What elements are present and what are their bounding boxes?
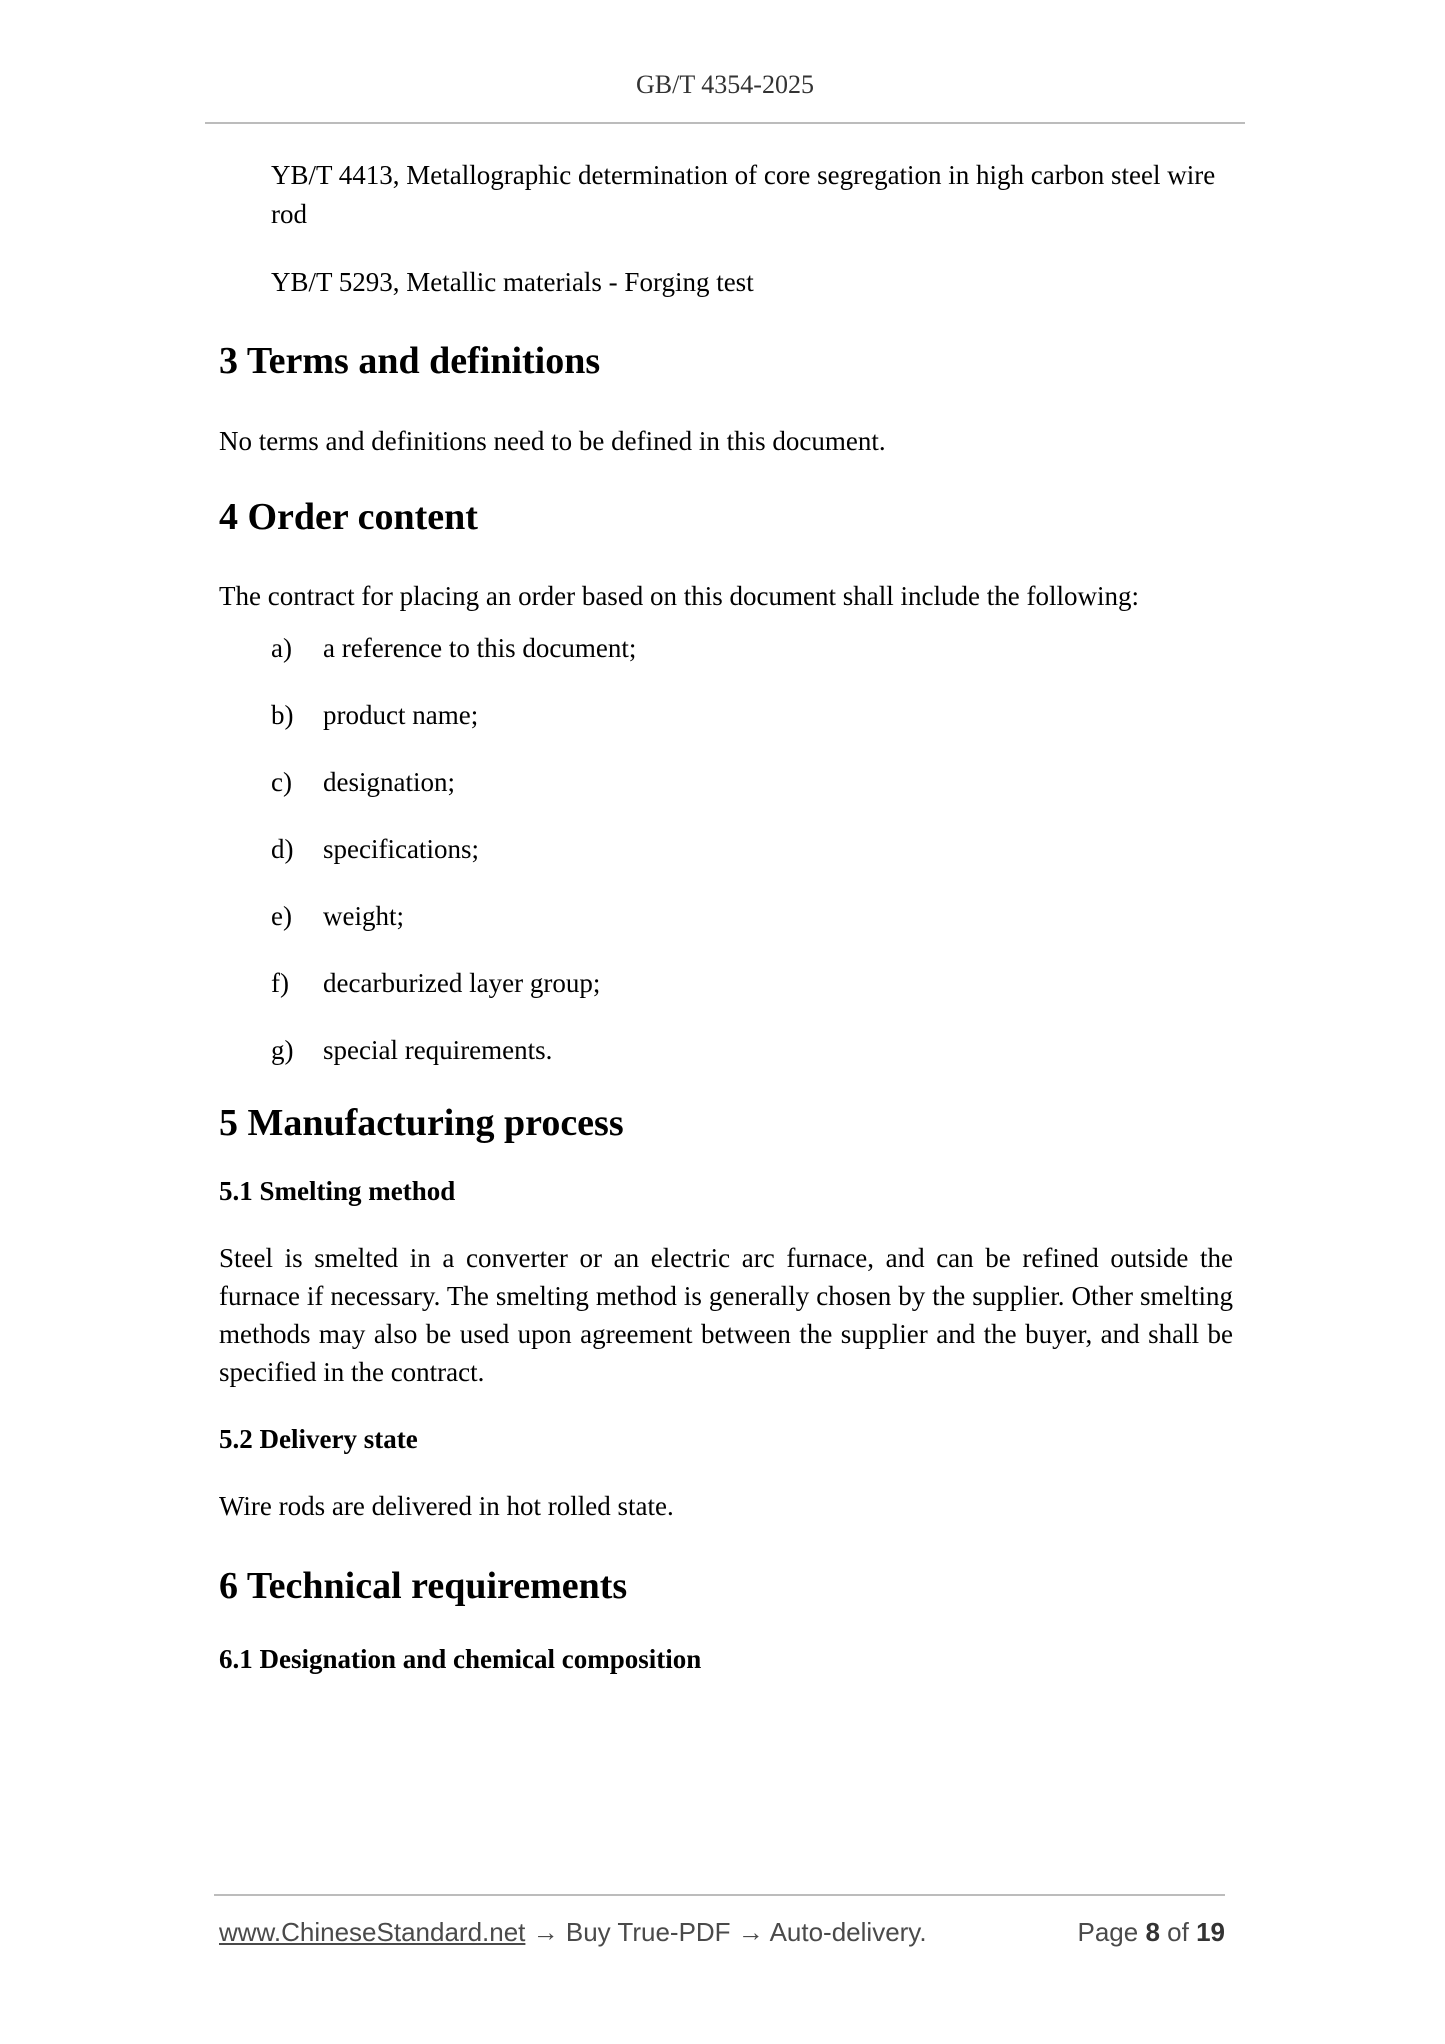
page-current: 8 (1145, 1917, 1160, 1947)
list-item-letter: c) (271, 767, 292, 797)
section-heading: 4 Order content (219, 496, 478, 538)
list-item-letter: b) (271, 700, 294, 730)
page-label: Page (1077, 1917, 1139, 1947)
list-item (271, 1031, 1233, 1069)
document-body (219, 156, 1233, 1678)
website-link[interactable]: www.ChineseStandard.net (219, 1917, 526, 1947)
header-divider (205, 122, 1245, 124)
list-item (271, 763, 1233, 801)
list-item-letter: d) (271, 834, 294, 864)
reference-entry: YB/T 5293, Metallic materials - Forging test (271, 267, 754, 297)
list-item-text: weight; (323, 901, 404, 931)
list-item-letter: a) (271, 633, 292, 663)
list-item-letter: g) (271, 1035, 294, 1065)
page-of: of (1167, 1917, 1189, 1947)
list-item (271, 897, 1233, 935)
footer-promo (219, 1914, 927, 1950)
list-item (271, 696, 1233, 734)
list-item-text: specifications; (323, 834, 479, 864)
page-number (1077, 1914, 1225, 1950)
subsection-heading: 6.1 Designation and chemical composition (219, 1644, 702, 1674)
list-item-text: special requirements. (323, 1035, 553, 1065)
footer-tagline: → Buy True-PDF → Auto-delivery. (525, 1917, 927, 1947)
section-heading: 6 Technical requirements (219, 1565, 628, 1607)
paragraph: The contract for placing an order based on this document shall include the following: (219, 581, 1139, 611)
list-item-letter: e) (271, 901, 292, 931)
list-item-text: a reference to this document; (323, 633, 637, 663)
list-item-text: designation; (323, 767, 455, 797)
subsection-heading: 5.1 Smelting method (219, 1176, 456, 1206)
list-item-text: decarburized layer group; (323, 968, 601, 998)
list-item (271, 964, 1233, 1002)
list-item-letter: f) (271, 968, 289, 998)
paragraph: No terms and definitions need to be defined in this document. (219, 426, 886, 456)
subsection-heading: 5.2 Delivery state (219, 1424, 418, 1454)
list-item-text: product name; (323, 700, 479, 730)
paragraph: Steel is smelted in a converter or an electric arc furnace, and can be refined outside the furnace if necessary. The smelting method is generally chosen by the supplier. Other smelting methods may also be used upon agreement between the supplier and the buyer, and shall be specified in the contract. (219, 1243, 1233, 1387)
reference-entry: YB/T 4413, Metallographic determination of core segregation in high carbon steel wire rod (271, 160, 1216, 229)
footer-divider (214, 1894, 1225, 1896)
page-total: 19 (1196, 1917, 1225, 1947)
list-item (271, 830, 1233, 868)
paragraph: Wire rods are delivered in hot rolled state. (219, 1491, 674, 1521)
section-heading: 3 Terms and definitions (219, 340, 601, 382)
list-item (271, 629, 1233, 667)
order-content-list (219, 629, 1233, 1069)
section-heading: 5 Manufacturing process (219, 1102, 624, 1144)
page-header: GB/T 4354-2025 (636, 70, 814, 99)
